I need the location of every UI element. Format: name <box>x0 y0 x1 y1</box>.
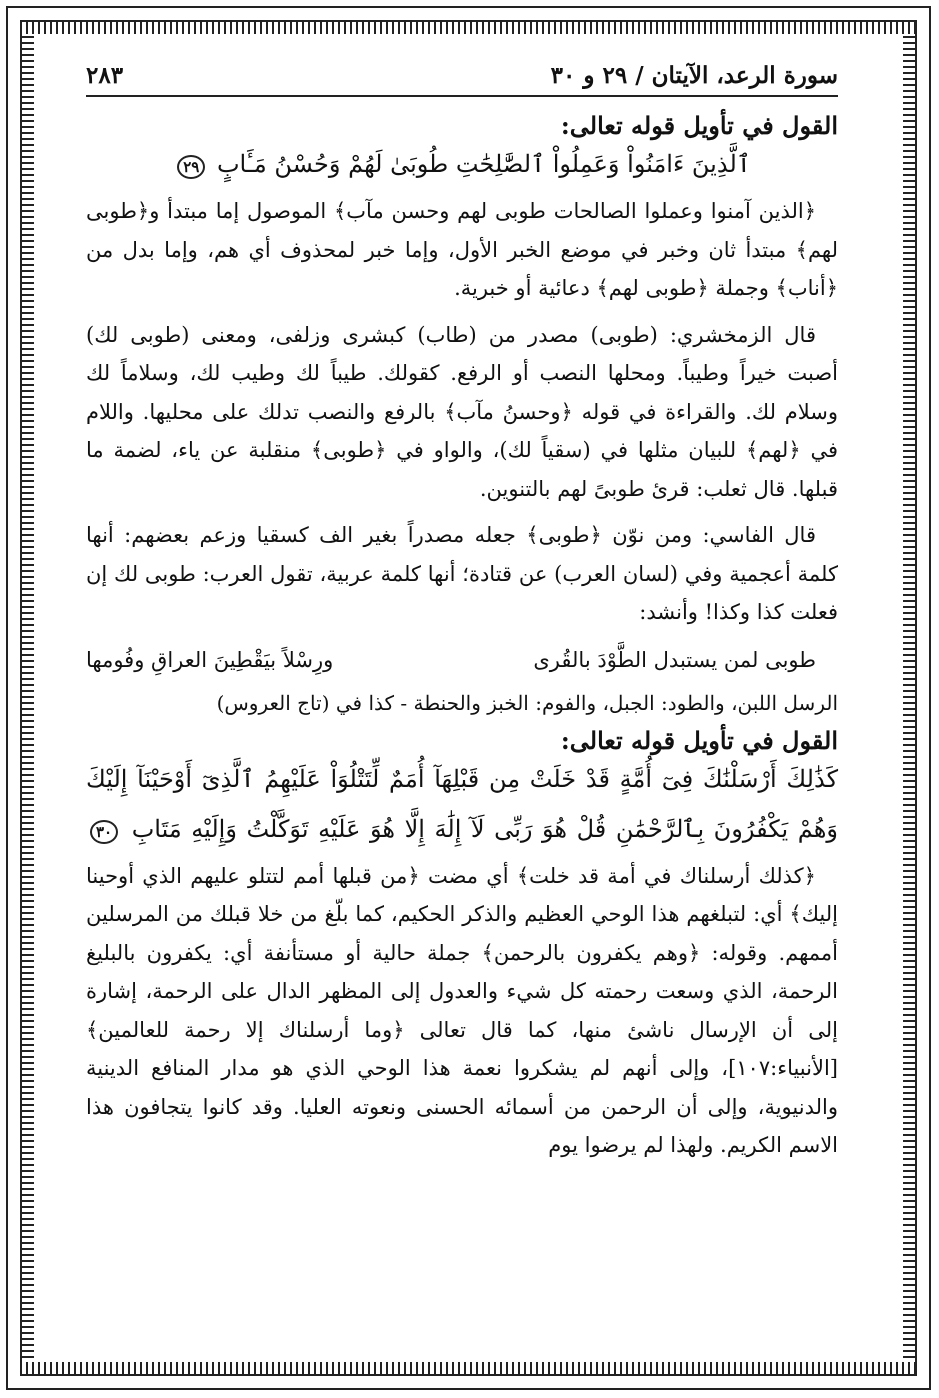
quran-verse-line: كَذَٰلِكَ أَرْسَلْنَٰكَ فِىٓ أُمَّةٍ قَدْ خَلَتْ مِن قَبْلِهَآ أُمَمٌ لِّتَتْلُوَاْ عَلَيْهِمُ ٱلَّذِىٓ أَوْحَيْنَآ إِلَيْكَ <box>86 764 838 793</box>
quran-verse <box>86 807 838 851</box>
section-heading: القول في تأويل قوله تعالى: <box>560 725 838 755</box>
page-content <box>86 62 838 1173</box>
commentary-paragraph: ﴿الذين آمنوا وعملوا الصالحات طوبى لهم وحسن مآب﴾ الموصول إما مبتدأ و﴿طوبى لهم﴾ مبتدأ ثان وخبر في موضع الخبر الأول، وإما خبر لمحذوف أي هم، وإما بدل من ﴿أناب﴾ وجملة ﴿طوبى لهم﴾ دعائية أو خبرية. <box>86 199 838 300</box>
ayah-number: ٣٠ <box>90 820 118 844</box>
quran-verse <box>86 142 838 186</box>
verse-text: ٱلَّذِينَ ءَامَنُواْ وَعَمِلُواْ ٱلصَّٰلِحَٰتِ طُوبَىٰ لَهُمْ وَحُسْنُ مَـَٔابٍ <box>216 150 751 178</box>
commentary-paragraph: قال الفاسي: ومن نوّن ﴿طوبى﴾ جعله مصدراً بغير الف كسقيا وزعم بعضهم: أنها كلمة أعجمية وفي (لسان العرب) عن قتادة؛ أنها كلمة عربية، تقول العرب: طوبى لك إن فعلت كذا وكذا! وأنشد: <box>86 523 838 624</box>
poem-verse <box>86 640 838 680</box>
section-heading: القول في تأويل قوله تعالى: <box>560 111 838 140</box>
poem-first-hemistich: طوبى لمن يستبدل الطَّوْدَ بالقُرى <box>533 647 816 672</box>
ayah-number: ٢٩ <box>177 155 205 179</box>
poem-second-hemistich: ورِسْلاً بيَقْطِينَ العراقِ وفُومها <box>86 647 334 672</box>
verse-text: وَهُمْ يَكْفُرُونَ بِٱلرَّحْمَٰنِ قُلْ هُوَ رَبِّى لَآ إِلَٰهَ إِلَّا هُوَ عَلَيْهِ تَوَكَّلْتُ وَإِلَيْهِ مَتَابِ <box>131 814 838 843</box>
commentary-paragraph: ﴿كذلك أرسلناك في أمة قد خلت﴾ أي مضت ﴿من قبلها أمم لتتلو عليهم الذي أوحينا إليك﴾ أي: لتبلغهم هذا الوحي العظيم والذكر الحكيم، كما بلّغ من خلا قبلك من المرسلين أممهم. وقوله: ﴿وهم يكفرون بالرحمن﴾ جملة حالية أو مستأنفة أي: يكفرون بالبليغ الرحمة، الذي وسعت رحمته كل شيء والعدول إلى المظهر الدال على الرحمة، إشارة إلى أن الإرسال ناشئ منها، كما قال تعالى ﴿وما أرسلناك إلا رحمة للعالمين﴾ [الأنبياء:١٠٧]، وإلى أنهم لم يشكروا نعمة هذا الوحي الذي هو مدار المنافع الدينية والدنيوية، وإلى أن الرحمن من أسمائه الحسنى ونعوته العليا. وقد كانوا يتجافون هذا الاسم الكريم. ولهذا لم يرضوا يوم <box>86 863 838 1157</box>
running-header <box>86 62 838 97</box>
running-title: سورة الرعد، الآيتان / ٢٩ و ٣٠ <box>550 62 838 89</box>
page-number: ٢٨٣ <box>86 62 124 89</box>
commentary-paragraph: قال الزمخشري: (طوبى) مصدر من (طاب) كبشرى وزلفى، ومعنى (طوبى لك) أصبت خيراً وطيباً. ومحلها النصب أو الرفع. كقولك. طيباً لك وطيب لك، وسلاماً لك وسلام لك. والقراءة في قوله ﴿وحسنُ مآب﴾ بالرفع والنصب تدلك على محليها. واللام في ﴿لهم﴾ للبيان مثلها في (سقياً لك)، والواو في ﴿طوبى﴾ منقلبة عن ياء، لضمة ما قبلها. قال ثعلب: قرئ طوبىً لهم بالتنوين. <box>86 322 838 501</box>
gloss-note: الرسل اللبن، والطود: الجبل، والفوم: الخبز والحنطة - كذا في (تاج العروس) <box>216 690 838 715</box>
